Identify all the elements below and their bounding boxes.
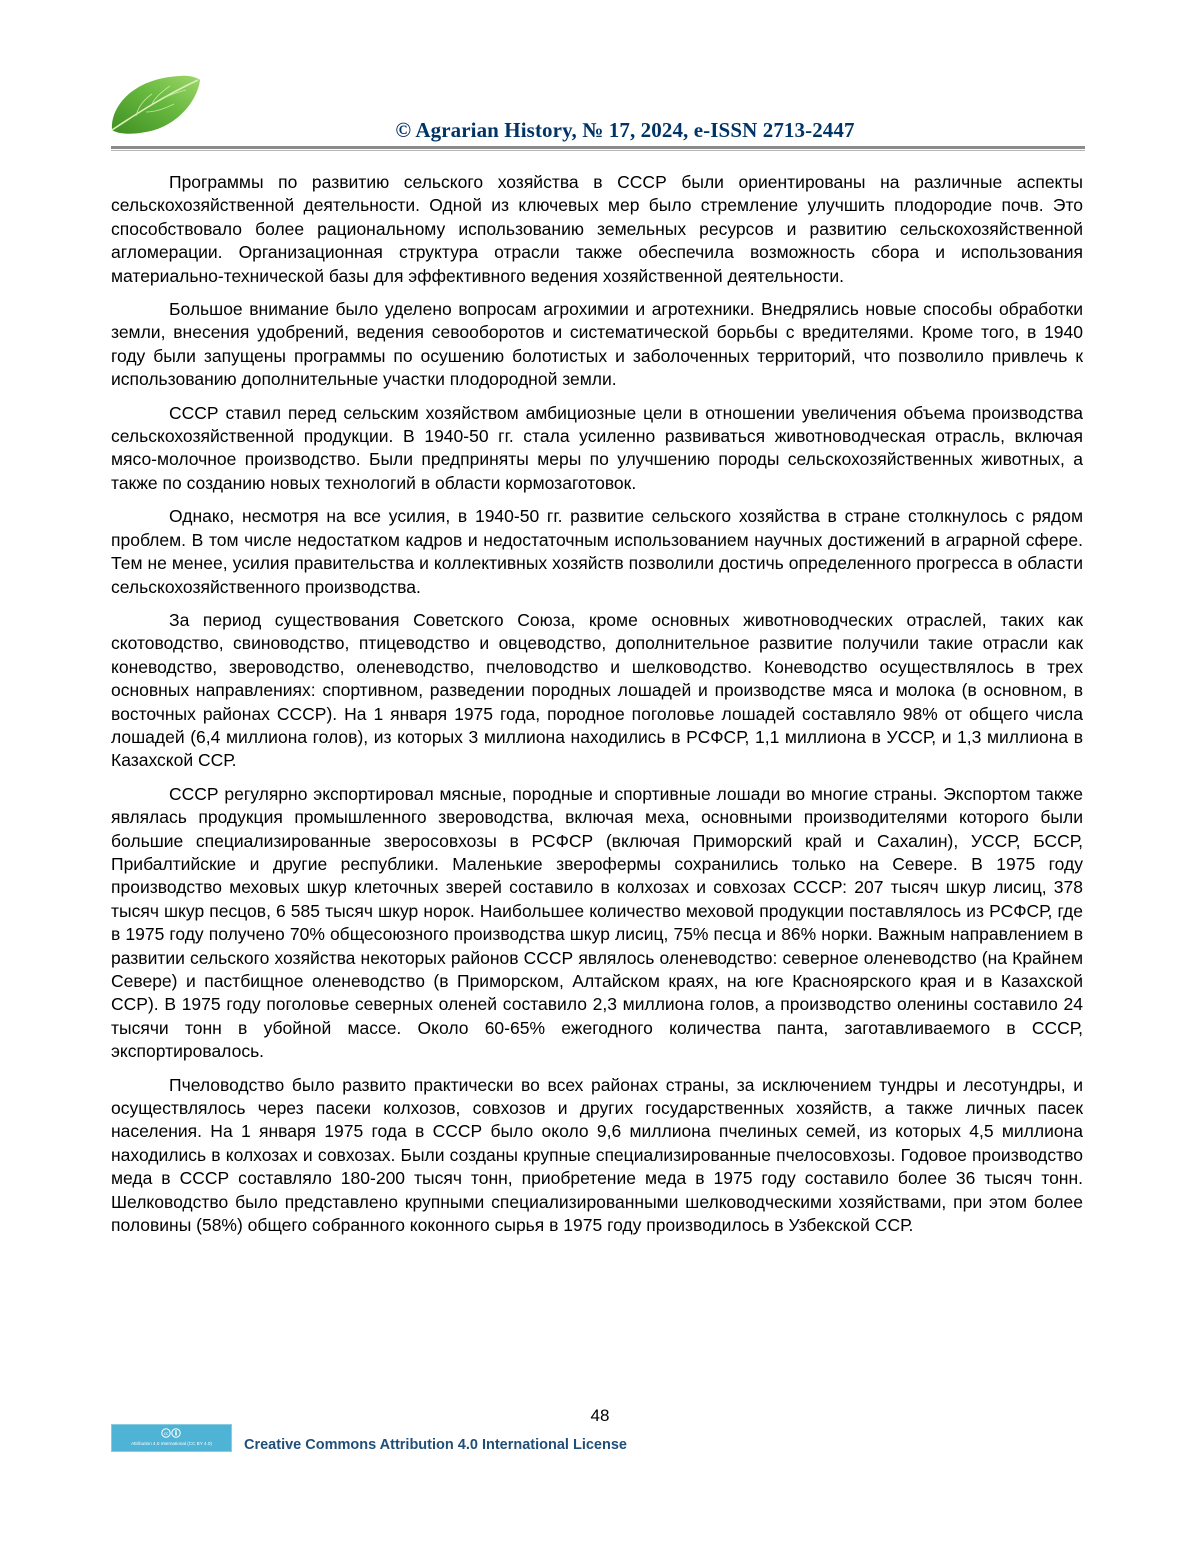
header-divider-shadow [111,150,1085,151]
cc-by-icon [161,1428,185,1438]
page-number: 48 [590,1406,610,1425]
paragraph: Пчеловодство было развито практически во всех районах страны, за исключением тундры и лесотундры, и осуществлялось через пасеки колхозов, совхозов и других государственных хозяйств, а также личных пасек населения. На 1 января 1975 года в СССР было около 9,6 миллиона пчелиных семей, из которых 4,5 миллиона находились в колхозах и совхозах. Были созданы крупные специализированные пчелосовхозы. Годовое производство меда в СССР составляло 180-200 тысяч тонн, приобретение меда в 1975 году составило более 36 тысяч тонн. Шелководство было представлено крупными специализированными шелководческими хозяйствами, при этом более половины (58%) общего собранного коконного сырья в 1975 году производилось в Узбекской ССР. [111,1074,1083,1236]
paragraph: СССР ставил перед сельским хозяйством амбициозные цели в отношении увеличения объема производства сельскохозяйственной продукции. В 1940-50 гг. стала усиленно развиваться животноводческая отрасль, включая мясо-молочное производство. Были предприняты меры по улучшению породы сельскохозяйственных животных, а также по созданию новых технологий в области кормозаготовок. [111,402,1083,493]
paragraph: Однако, несмотря на все усилия, в 1940-50 гг. развитие сельского хозяйства в стране столкнулось с рядом проблем. В том числе недостатком кадров и недостаточным использованием научных достижений в аграрной сфере. Тем не менее, усилия правительства и коллективных хозяйств позволили достичь определенного прогресса в области сельскохозяйственного производства. [111,506,1083,597]
article-body [111,171,1083,1247]
header-divider [111,146,1085,149]
svg-text:cc: cc [163,1430,169,1436]
paragraph: За период существования Советского Союза, кроме основных животноводческих отраслей, таких как скотоводство, свиноводство, птицеводство и овцеводство, дополнительное развитие получили такие отрасли как коневодство, звероводство, оленеводство, пчеловодство и шелководство. Коневодство осуществлялось в трех основных направлениях: спортивном, разведении породных лошадей и производстве мяса и молока (в основном, в восточных районах СССР). На 1 января 1975 года, породное поголовье лошадей составляло 98% от общего числа лошадей (6,4 миллиона голов), из которых 3 миллиона находились в РСФСР, 1,1 миллиона в УССР, и 1,3 миллиона в Казахской ССР. [111,609,1083,771]
cc-badge-text: Attribution 4.0 International (CC BY 4.0) [131,1441,212,1446]
journal-title: © Agrarian History, № 17, 2024, e-ISSN 2713-2447 [395,118,855,142]
paragraph: Программы по развитию сельского хозяйства в СССР были ориентированы на различные аспекты сельскохозяйственной деятельности. Одной из ключевых мер было стремление улучшить плодородие почв. Это способствовало более рациональному использованию земельных ресурсов и развитию сельскохозяйственной агломерации. Организационная структура отрасли также обеспечила возможность сбора и использования материально-технической базы для эффективного ведения хозяйственной деятельности. [111,172,1083,286]
paragraph: СССР регулярно экспортировал мясные, породные и спортивные лошади во многие страны. Экспортом также являлась продукция промышленного звероводства, включая меха, основными производителями которого были большие специализированные зверосовхозы в РСФСР (включая Приморский край и Сахалин), УССР, БССР, Прибалтийские и другие республики. Маленькие зверофермы сохранились только на Севере. В 1975 году производство меховых шкур клеточных зверей составило в колхозах и совхозах СССР: 207 тысяч шкур лисиц, 378 тысяч шкур песцов, 6 585 тысяч шкур норок. Наибольшее количество меховой продукции поставлялось из РСФСР, где в 1975 году получено 70% общесоюзного производства шкур лисиц, 75% песца и 86% норки. Важным направлением в развитии сельского хозяйства некоторых районов СССР являлось оленеводство: северное оленеводство (на Крайнем Севере) и пастбищное оленеводство (в Приморском, Алтайском краях, на юге Красноярского края и в Казахской ССР). В 1975 году поголовье северных оленей составило 2,3 миллиона голов, а производство оленины составило 24 тысячи тонн в убойной массе. Около 60-65% ежегодного количества панта, заготавливаемого в СССР, экспортировалось. [111,783,1083,1062]
license-link[interactable]: Creative Commons Attribution 4.0 International License [244,1437,627,1453]
cc-license-badge[interactable] [111,1424,232,1452]
paragraph: Большое внимание было уделено вопросам агрохимии и агротехники. Внедрялись новые способы обработки земли, внесения удобрений, ведения севооборотов и систематической борьбы с вредителями. Кроме того, в 1940 году были запущены программы по осушению болотистых и заболоченных территорий, что позволило привлечь к использованию дополнительные участки плодородной земли. [111,299,1083,390]
